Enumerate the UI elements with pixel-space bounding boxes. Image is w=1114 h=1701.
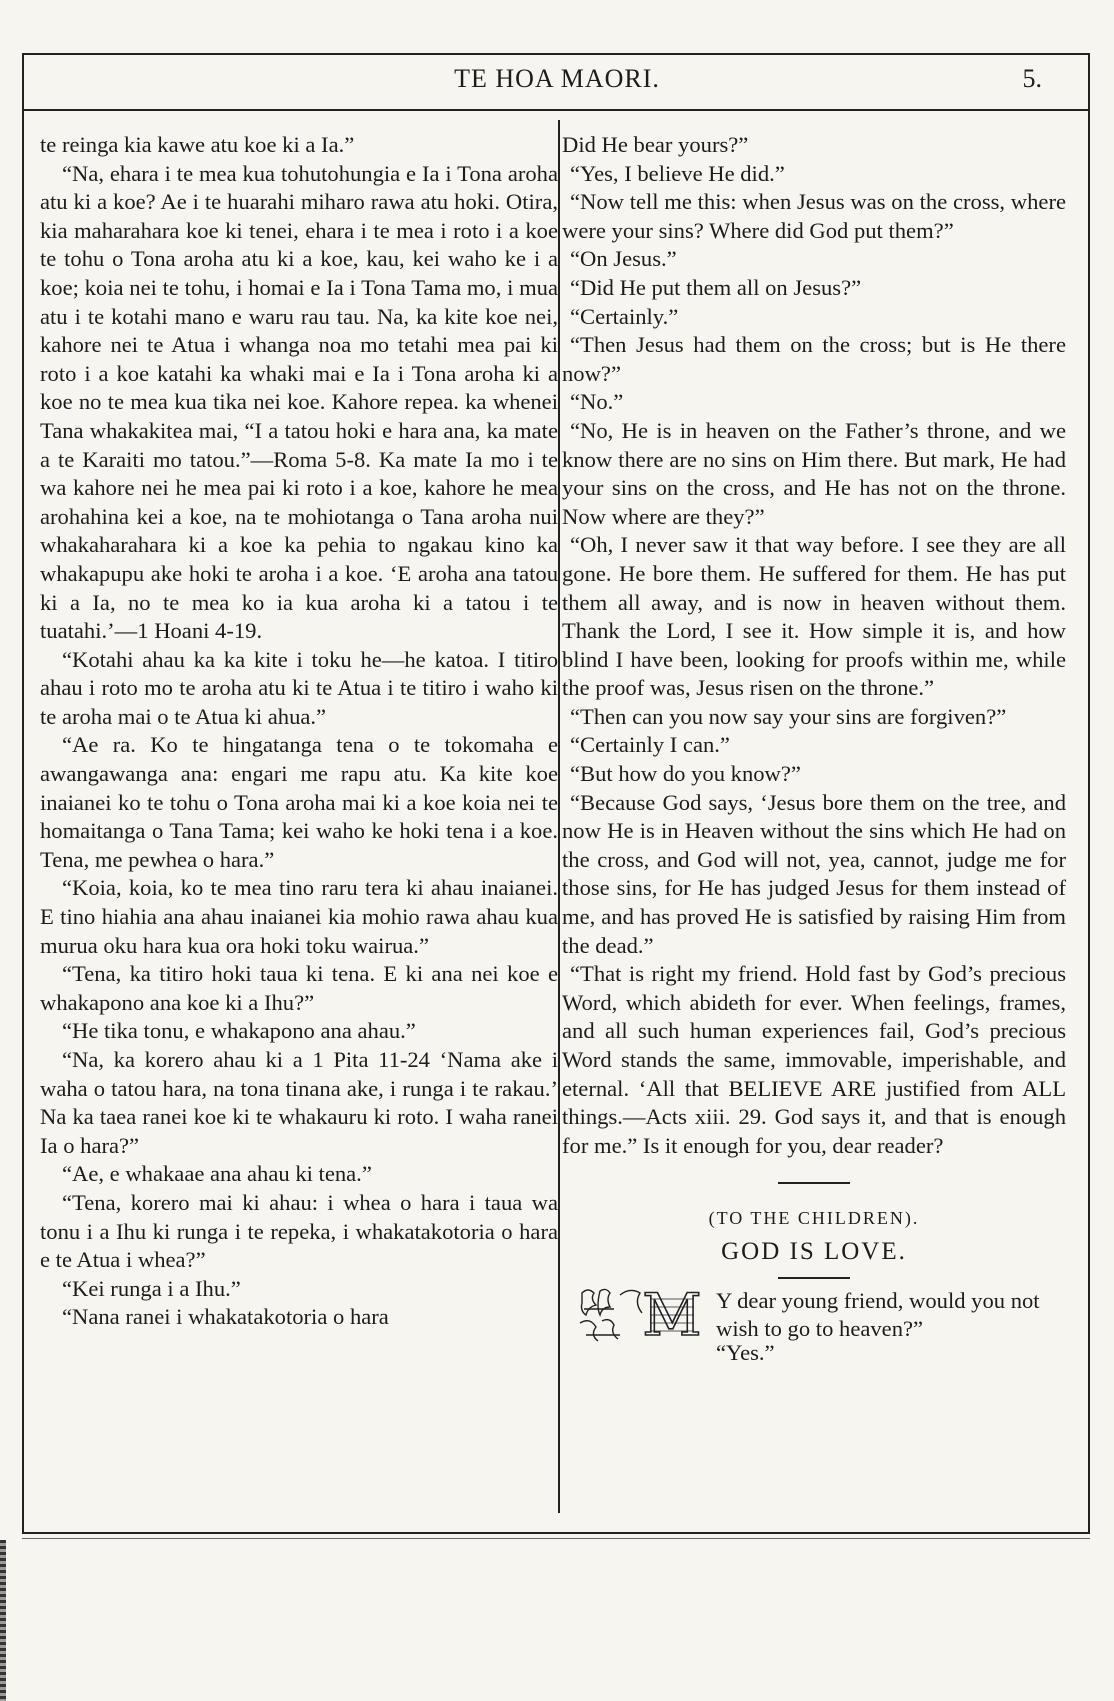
right-column-paragraph: “Then can you now say your sins are forgiven?”	[570, 703, 1007, 729]
section-separator	[778, 1182, 850, 1184]
children-section-title: GOD IS LOVE.	[721, 1238, 907, 1266]
right-column-paragraph: Did He bear yours?”	[562, 132, 749, 157]
right-column-paragraph: “Because God says, ‘Jesus bore them on the tree, and now He is in Heaven without the sins which He had on the cross, and God will not, yea, cannot, judge me for those sins, for He has judged Jesus for them instead of me, and has proved He is satisfied by raising Him from the dead.”	[562, 789, 1066, 958]
right-column-paragraph: “On Jesus.”	[570, 246, 677, 272]
right-column-paragraph: “Oh, I never saw it that way before. I see they are all gone. He bore them. He suffered for them. He has put them all away, and is now in heaven without them. Thank the Lord, I see it. How simple it is, and how blind I have been, looking for proofs within me, while the proof was, Jesus risen on the throne.”	[562, 532, 1066, 701]
left-column-paragraph: “Na, ka korero ahau ki a 1 Pita 11-24 ‘Nama ake i waha o tatou hara, na tona tinana ake, i runga i te rakau.’ Na ka taea ranei koe ki te whakauru ki roto. I waha ranei Ia o hara?”	[40, 1047, 558, 1158]
page-edge-binding	[0, 1540, 6, 1701]
column-divider	[558, 120, 560, 1513]
bottom-rule	[22, 1532, 1090, 1534]
right-column-text	[562, 131, 1066, 1160]
title-separator	[778, 1277, 850, 1279]
right-column	[562, 131, 1066, 1367]
top-border-rule	[22, 53, 1090, 55]
page-header-title: TE HOA MAORI.	[454, 64, 660, 93]
right-column-paragraph: “Certainly I can.”	[570, 732, 730, 758]
left-column-paragraph: “Tena, ka titiro hoki taua ki tena. E ki ana nei koe e whakapono ana koe ki a Ihu?”	[40, 961, 558, 1015]
right-column-paragraph: “Did He put them all on Jesus?”	[570, 274, 862, 300]
left-column-paragraph: “Kotahi ahau ka ka kite i toku he—he katoa. I titiro ahau i roto mo te aroha atu ki te Atua i te titiro i waho ki te aroha mai o te Atua ki ahua.”	[40, 646, 558, 729]
right-column-paragraph: “Yes, I believe He did.”	[570, 160, 785, 186]
left-column-paragraph: “Ae, e whakaae ana ahau ki tena.”	[62, 1161, 372, 1187]
children-section-heading: (TO THE CHILDREN).	[708, 1207, 920, 1228]
right-column-paragraph: “That is right my friend. Hold fast by God’s precious Word, which abideth for ever. When feelings, frames, and all such human experiences fail, God’s precious Word stands the same, immovable, imperishable, and eternal. ‘All that BELIEVE ARE justified from ALL things.—Acts xiii. 29. God says it, and that is enough for me.” Is it enough for you, dear reader?	[562, 961, 1066, 1158]
left-column-paragraph: “He tika tonu, e whakapono ana ahau.”	[62, 1018, 416, 1044]
left-column-paragraph: “Na, ehara i te mea kua tohutohungia e Ia i Tona aroha atu ki a koe? Ae i te huarahi miharo rawa atu hoki. Otira, kia maharahara koe ki tenei, ehara i te mea i roto i a koe te tohu o Tona aroha atu ki a koe, kau, kei waho ke i a koe; koia nei te tohu, i homai e Ia i Tona Tama mo, i mua atu i te kotahi mano e waru rau tau. Na, ka kite koe nei, kahore nei te Atua i whanga noa mo tetahi mea pai ki roto i a koe katahi ka whaki mai e Ia i Tona aroha ki a koe no te mea kua tika nei koe. Kahore repea. ka whenei Tana whakakitea mai, “I a tatou hoki e hara ana, ka mate a te Karaiti mo tatou.”—Roma 5-8. Ka mate Ia mo i te wa kahore nei he mea pai ki roto i a koe, kahore he mea arohahina kei a koe, na te mohiotanga o Tana aroha nui whakaharahara ki a koe ka pehia to ngakau kino ka whakapupu ake hoki te aroha i a koe. ‘E aroha ana tatou ki a Ia, no te mea ko ia kua aroha ki a tatou i te tuatahi.’—1 Hoani 4-19.	[40, 160, 558, 644]
left-column-paragraph: te reinga kia kawe atu koe ki a Ia.”	[40, 132, 355, 157]
left-border-rule	[22, 53, 24, 1533]
ornamental-dropcap	[576, 1285, 708, 1345]
bottom-rule-outer	[22, 1538, 1090, 1539]
left-column-paragraph: “Ae ra. Ko te hingatanga tena o te tokomaha e awangawanga ana: engari me rapu atu. Ka kite koe inaianei ko te tohu o Tona aroha mai ki a koe koia nei te homaitanga o Tana Tama; kei waho ke hoki tena i a koe. Tena, me pewhea o hara.”	[40, 732, 558, 872]
left-column-paragraph: “Tena, korero mai ki ahau: i whea o hara i taua wa tonu i a Ihu ki runga i te repeka, i whakatakotoria o hara e te Atua i whea?”	[40, 1189, 558, 1273]
right-column-paragraph: “Then Jesus had them on the cross; but is He there now?”	[562, 332, 1066, 386]
header-rule	[22, 109, 1090, 111]
right-column-paragraph: “Now tell me this: when Jesus was on the cross, where were your sins? Where did God put them?”	[562, 189, 1066, 243]
story-reply: “Yes.”	[716, 1339, 775, 1365]
page-number: 5.	[1022, 64, 1042, 93]
right-column-paragraph: “Certainly.”	[570, 303, 679, 329]
right-column-paragraph: “No.”	[570, 389, 624, 415]
right-border-rule	[1088, 53, 1090, 1533]
left-column-paragraph: “Nana ranei i whakatakotoria o hara	[62, 1304, 389, 1330]
left-column	[40, 131, 558, 1332]
left-column-paragraph: “Koia, koia, ko te mea tino raru tera ki ahau inaianei. E tino hiahia ana ahau inaianei kia mohio rawa ahau kua murua oku hara kua ora hoki toku wairua.”	[40, 875, 558, 958]
left-column-paragraph: “Kei runga i a Ihu.”	[62, 1275, 241, 1301]
dropcap-ornament-icon	[576, 1285, 708, 1345]
story-first-line: Y dear young friend, would you not wish to go to heaven?”	[716, 1287, 1040, 1341]
dropcap-letter: M	[642, 1284, 702, 1345]
story-opening	[562, 1285, 1066, 1368]
right-column-paragraph: “But how do you know?”	[570, 761, 801, 787]
right-column-paragraph: “No, He is in heaven on the Father’s throne, and we know there are no sins on Him there. But mark, He had your sins on the cross, and He has not on the throne. Now where are they?”	[562, 417, 1066, 529]
